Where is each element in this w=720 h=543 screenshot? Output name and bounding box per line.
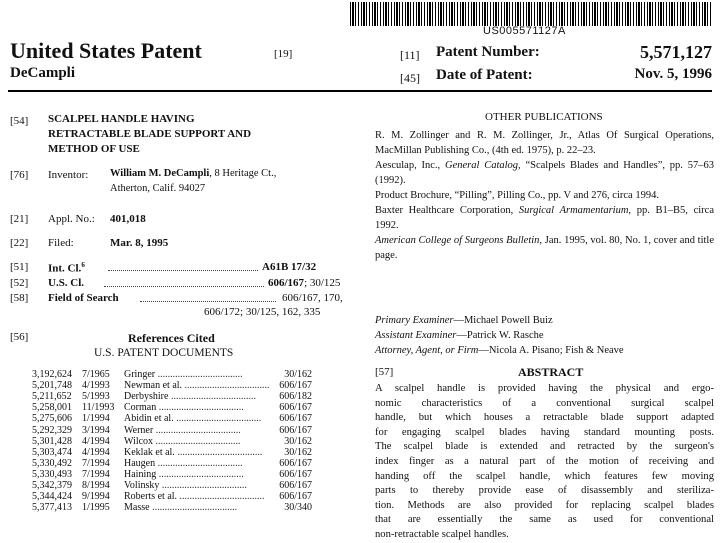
search-line-1: 606/167, 170, (282, 292, 343, 304)
reference-row (32, 480, 312, 491)
references-heading: References Cited (128, 331, 215, 345)
barcode (350, 2, 712, 26)
reference-number: 5,303,474 (32, 446, 72, 458)
reference-row (32, 380, 312, 391)
reference-number: 3,192,624 (32, 369, 72, 381)
references-table (32, 369, 312, 513)
reference-class: 606/167 (279, 457, 312, 469)
uscl-value: 606/167; 30/125 (268, 277, 341, 289)
reference-class: 606/167 (279, 380, 312, 392)
abstract-line: A scalpel handle is provided having the physical and ergo- (375, 383, 714, 394)
reference-date: 11/1993 (82, 402, 115, 414)
reference-date: 9/1994 (82, 491, 110, 503)
reference-class: 30/162 (284, 435, 312, 447)
abstract-line: handing off the scalpel handle, which features few moving (375, 470, 714, 482)
reference-class: 606/167 (279, 491, 312, 503)
appl-code: [21] (10, 213, 29, 225)
assistant-examiner: Assistant Examiner—Patrick W. Rasche (375, 330, 544, 341)
reference-inventor: Volinsky .................................. (124, 479, 247, 491)
other-publications (375, 128, 714, 263)
reference-number: 5,258,001 (32, 402, 72, 414)
reference-class: 606/182 (279, 391, 312, 403)
reference-date: 7/1965 (82, 369, 110, 381)
intcl-leader (108, 270, 258, 271)
uscl-leader (104, 286, 264, 287)
abstract-body (375, 382, 714, 543)
reference-inventor: Haining .................................. (124, 468, 244, 480)
header-rule (8, 90, 712, 92)
title-line: METHOD OF USE (48, 143, 140, 155)
reference-row (32, 491, 312, 502)
reference-date: 4/1994 (82, 435, 110, 447)
reference-inventor: Derbyshire .................................. (124, 391, 256, 403)
other-publications-heading: OTHER PUBLICATIONS (485, 111, 603, 123)
reference-number: 5,330,493 (32, 468, 72, 480)
uscl-code: [52] (10, 277, 29, 289)
reference-row (32, 402, 312, 413)
publication-1: R. M. Zollinger and R. M. Zollinger, Jr., Atlas Of Surgical Operations, MacMillan Publishing Co., (4th ed. 1975), p. 22–23. (375, 130, 714, 156)
reference-inventor: Newman et al. .................................. (124, 380, 270, 392)
search-code: [58] (10, 292, 29, 304)
date-label: Date of Patent: (436, 67, 533, 83)
reference-class: 30/162 (284, 446, 312, 458)
search-line-2: 606/172; 30/125, 162, 335 (204, 306, 321, 318)
reference-inventor: Corman .................................. (124, 402, 244, 414)
reference-class: 606/167 (279, 413, 312, 425)
abstract-line: for engaging scalpel blades having standard mounting posts. (375, 426, 714, 438)
title-code: [19] (274, 48, 293, 60)
reference-date: 1/1995 (82, 502, 110, 514)
reference-row (32, 458, 312, 469)
inventor-address-2: Atherton, Calif. 94027 (110, 183, 206, 194)
references-code: [56] (10, 331, 29, 343)
reference-number: 5,275,606 (32, 413, 72, 425)
reference-class: 606/167 (279, 424, 312, 436)
reference-inventor: Werner .................................. (124, 424, 241, 436)
reference-inventor: Haugen .................................. (124, 457, 243, 469)
inventor-address-1: , 8 Heritage Ct., (209, 168, 277, 179)
reference-number: 5,201,748 (32, 380, 72, 392)
reference-row (32, 424, 312, 435)
invention-title (48, 112, 251, 157)
reference-inventor: Keklak et al. .................................. (124, 446, 263, 458)
abstract-line: tion. Methods are also provided for replacing scalpel blades (375, 499, 714, 511)
filed-code: [22] (10, 237, 29, 249)
examiners (375, 313, 714, 358)
reference-date: 5/1993 (82, 391, 110, 403)
abstract-line: that are essentially the same as used for conventional (375, 514, 714, 526)
reference-class: 606/167 (279, 468, 312, 480)
reference-number: 5,344,424 (32, 491, 72, 503)
reference-row (32, 447, 312, 458)
reference-row (32, 469, 312, 480)
reference-inventor: Abidin et al. .................................. (124, 413, 262, 425)
publication-3: Product Brochure, “Pilling”, Pilling Co., pp. V and 276, circa 1994. (375, 190, 659, 201)
reference-class: 30/340 (284, 502, 312, 514)
publication-2: Aesculap, Inc., General Catalog, “Scalpels Blades and Handles”, pp. 57–63 (1992). (375, 160, 714, 186)
intcl-label: Int. Cl.$^6$ (48, 261, 85, 275)
publication-4: Baxter Healthcare Corporation, Surgical Armamentarium, pp. B1–B5, circa 1992. (375, 205, 715, 231)
search-label: Field of Search (48, 292, 119, 304)
date-code: [45] (400, 71, 420, 85)
inventor-label: Inventor: (48, 169, 89, 181)
appl-value: 401,018 (110, 213, 146, 225)
abstract-line: non-retractable scalpel handles. (375, 528, 509, 540)
reference-number: 5,292,329 (32, 424, 72, 436)
reference-class: 606/167 (279, 479, 312, 491)
reference-date: 7/1994 (82, 468, 110, 480)
abstract-line: handle, but which houses a retractable blade support adapted (375, 412, 714, 424)
patent-number-code: [11] (400, 48, 420, 62)
reference-date: 3/1994 (82, 424, 110, 436)
reference-inventor: Gringer .................................. (124, 369, 243, 381)
abstract-line: The scalpel blade is extended and retracted by the surgeon's (375, 441, 714, 453)
filed-label: Filed: (48, 237, 74, 249)
reference-date: 4/1993 (82, 380, 110, 392)
appl-label: Appl. No.: (48, 213, 95, 225)
title-line: SCALPEL HANDLE HAVING (48, 113, 195, 125)
reference-row (32, 502, 312, 513)
reference-row (32, 391, 312, 402)
title-line: RETRACTABLE BLADE SUPPORT AND (48, 128, 252, 140)
abstract-heading: ABSTRACT (518, 365, 584, 379)
reference-row (32, 436, 312, 447)
inventor-name: William M. DeCampli (110, 168, 210, 179)
abstract-code: [57] (375, 366, 394, 378)
reference-number: 5,301,428 (32, 435, 72, 447)
publication-5: American College of Surgeons Bulletin, Jan. 1995, vol. 80, No. 1, cover and title page. (375, 235, 714, 261)
inventor-details (110, 166, 276, 196)
reference-inventor: Masse .................................. (124, 502, 238, 514)
reference-date: 7/1994 (82, 457, 110, 469)
reference-inventor: Roberts et al. .................................. (124, 491, 265, 503)
date-value: Nov. 5, 1996 (634, 66, 712, 82)
title-field-code: [54] (10, 115, 29, 127)
patent-number-value: 5,571,127 (640, 42, 712, 62)
intcl-code: [51] (10, 261, 29, 273)
intcl-value: A61B 17/32 (262, 261, 317, 273)
primary-examiner: Primary Examiner—Michael Powell Buiz (375, 315, 553, 326)
reference-row (32, 369, 312, 380)
reference-number: 5,211,652 (32, 391, 72, 403)
reference-inventor: Wilcox .................................. (124, 435, 241, 447)
document-title: United States Patent (10, 38, 202, 63)
reference-date: 1/1994 (82, 413, 110, 425)
reference-number: 5,330,492 (32, 457, 72, 469)
reference-class: 606/167 (279, 402, 312, 414)
abstract-line: nomic characteristics of a conventional surgical scalpel (375, 397, 714, 409)
reference-class: 30/162 (284, 369, 312, 381)
reference-row (32, 413, 312, 424)
search-leader (140, 301, 276, 302)
filed-value: Mar. 8, 1995 (110, 237, 169, 249)
patent-number-label: Patent Number: (436, 44, 540, 60)
inventor-field-code: [76] (10, 169, 29, 181)
reference-number: 5,342,379 (32, 479, 72, 491)
reference-date: 4/1994 (82, 446, 110, 458)
abstract-line: parts to thereby provide ease of disassembly and steriliza- (375, 485, 714, 497)
reference-number: 5,377,413 (32, 502, 72, 514)
inventor-surname: DeCampli (10, 65, 75, 81)
barcode-number: US005571127A (483, 25, 566, 37)
reference-date: 8/1994 (82, 479, 110, 491)
attorney: Attorney, Agent, or Firm—Nicola A. Pisano; Fish & Neave (375, 345, 624, 356)
references-subheading: U.S. PATENT DOCUMENTS (94, 347, 234, 359)
uscl-label: U.S. Cl. (48, 277, 85, 289)
abstract-line: index finger as a natural part of the motion of receiving and (375, 455, 714, 467)
